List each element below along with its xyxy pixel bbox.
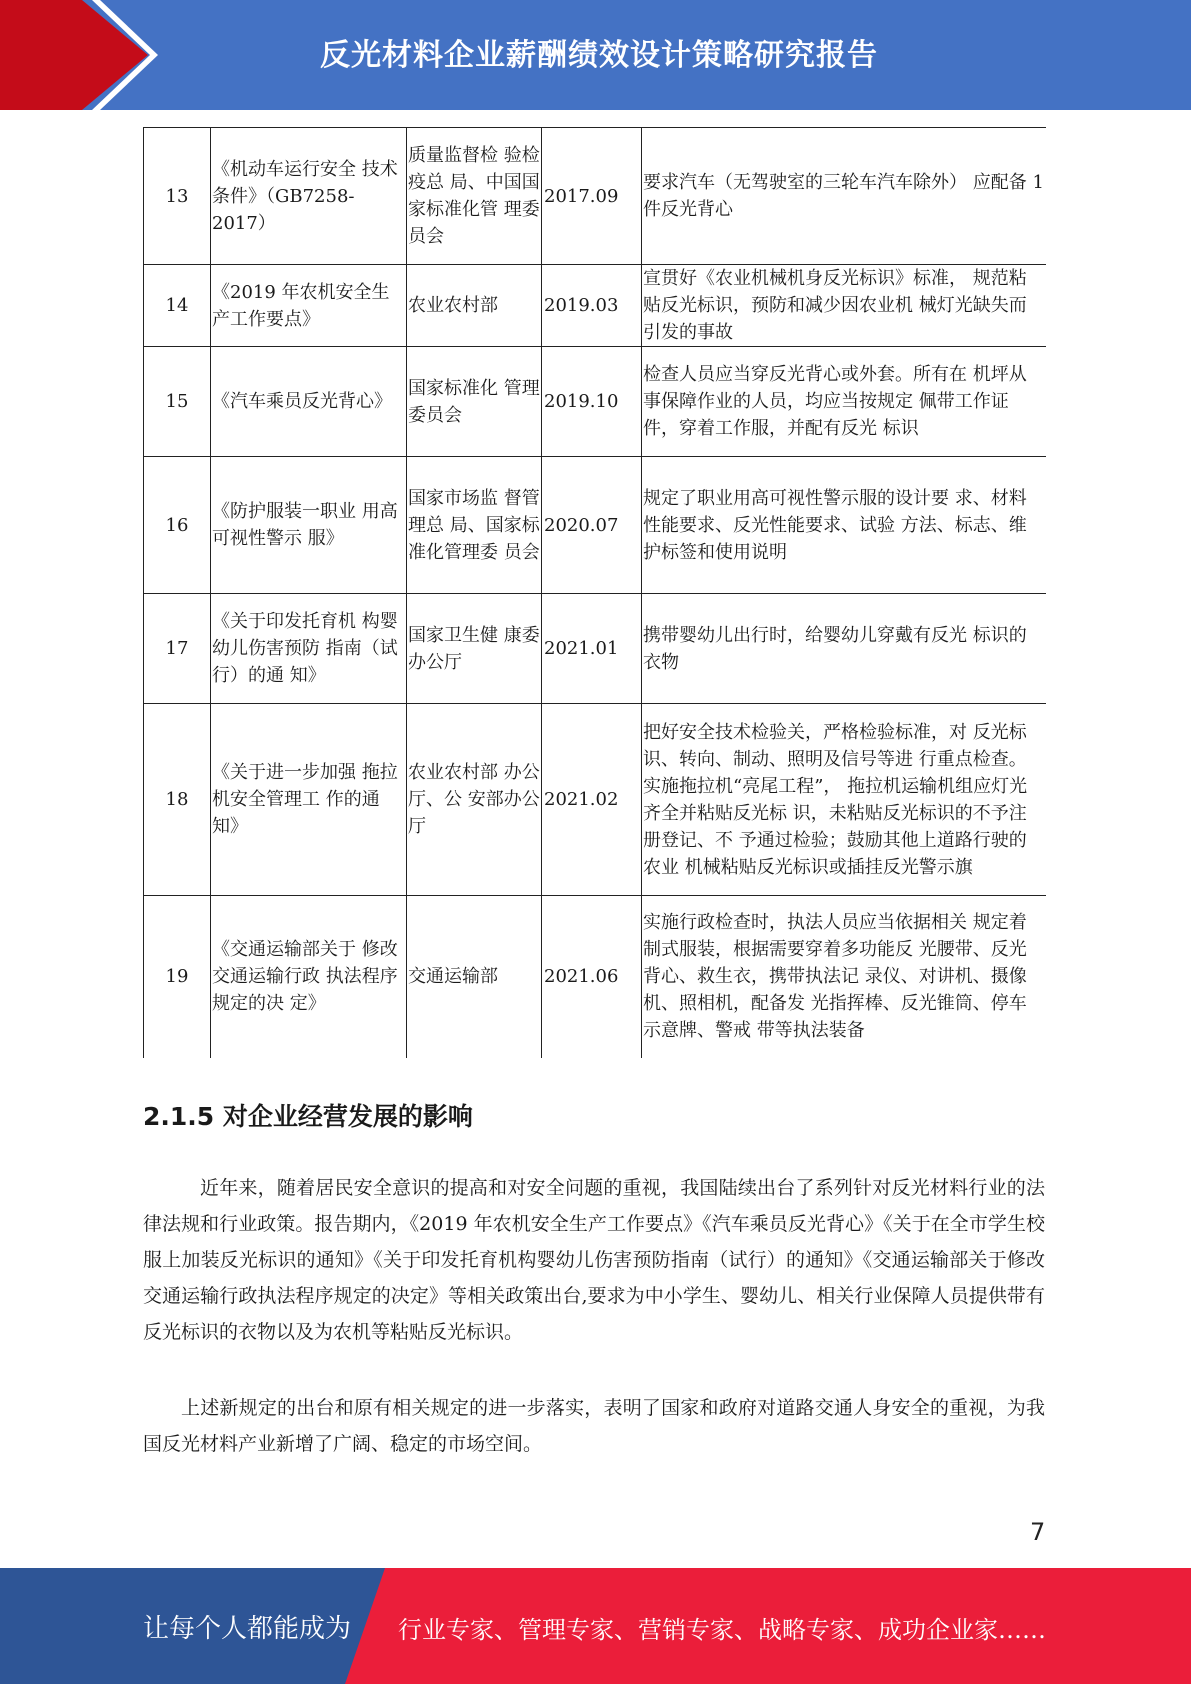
- requirement-cell: [642, 128, 1046, 265]
- requirement-cell: [642, 896, 1046, 1058]
- requirement-cell-text: 把好安全技术检验关，严格检验标准，对 反光标识、转向、制动、照明及信号等进 行重点检查。实施拖拉机“亮尾工程”， 拖拉机运输机组应灯光齐全并粘贴反光标 识，未粘贴反光标识的不予注册登记、不 予通过检验；鼓励其他上道路行驶的农业 机械粘贴反光标识或插挂反光警示旗: [643, 721, 1028, 878]
- policy-name-cell-text: 《机动车运行安全 技术条件》（GB7258-2017）: [212, 158, 398, 234]
- issuing-authority-cell-text: 国家卫生健 康委办公厅: [408, 624, 540, 673]
- table-row: [144, 128, 1046, 265]
- issuing-authority-cell: [407, 347, 542, 457]
- issue-date-cell-text: 2021.01: [544, 638, 619, 659]
- issuing-authority-cell-text: 农业农村部: [408, 295, 498, 316]
- requirement-cell: [642, 594, 1046, 704]
- policy-name-cell-text: 《关于印发托育机 构婴幼儿伤害预防 指南（试行）的通 知》: [212, 611, 398, 686]
- policy-name-cell: [211, 457, 407, 594]
- table-row: [144, 457, 1046, 594]
- row-number-cell-text: 13: [165, 185, 189, 207]
- policy-name-cell-text: 《防护服装一职业 用高可视性警示 服》: [212, 501, 398, 549]
- issue-date-cell: [542, 704, 642, 896]
- row-number-cell-text: 18: [165, 789, 189, 810]
- issue-date-cell: [542, 128, 642, 265]
- requirement-cell-text: 要求汽车（无驾驶室的三轮车汽车除外） 应配备 1 件反光背心: [643, 172, 1044, 220]
- issuing-authority-cell-text: 农业农村部 办公厅、公 安部办公厅: [408, 762, 540, 837]
- issuing-authority-cell-text: 国家标准化 管理委员会: [408, 377, 540, 426]
- issue-date-cell-text: 2019.10: [544, 391, 619, 412]
- requirement-cell: [642, 265, 1046, 347]
- table-row: [144, 265, 1046, 347]
- issue-date-cell: [542, 347, 642, 457]
- row-number-cell: [144, 594, 211, 704]
- policy-name-cell: [211, 896, 407, 1058]
- issue-date-cell-text: 2017.09: [544, 185, 619, 207]
- requirement-cell: [642, 704, 1046, 896]
- issuing-authority-cell-text: 国家市场监 督管理总 局、国家标 准化管理委 员会: [408, 487, 540, 563]
- row-number-cell: [144, 457, 211, 594]
- row-number-cell-text: 16: [165, 514, 189, 536]
- requirement-cell-text: 宣贯好《农业机械机身反光标识》标准， 规范粘贴反光标识，预防和减少因农业机 械灯光缺失而引发的事故: [643, 268, 1027, 343]
- issue-date-cell-text: 2020.07: [544, 514, 619, 536]
- row-number-cell-text: 19: [165, 966, 189, 988]
- policy-name-cell: [211, 594, 407, 704]
- page-footer: [0, 1568, 1191, 1684]
- issue-date-cell: [542, 594, 642, 704]
- table-row: [144, 896, 1046, 1058]
- issuing-authority-cell: [407, 265, 542, 347]
- issue-date-cell-text: 2021.02: [544, 789, 619, 810]
- header-red-arrow: [0, 0, 150, 110]
- page-number: 7: [1030, 1518, 1046, 1546]
- row-number-cell-text: 14: [165, 295, 189, 316]
- issuing-authority-cell-text: 质量监督检 验检疫总 局、中国国 家标准化管 理委员会: [408, 145, 540, 247]
- requirement-cell-text: 实施行政检查时，执法人员应当依据相关 规定着制式服装，根据需要穿着多功能反 光腰带、反光背心、救生衣，携带执法记 录仪、对讲机、摄像机、照相机，配备发 光指挥棒、反光锥筒、停车示意牌、警戒 带等执法装备: [643, 912, 1027, 1042]
- row-number-cell: [144, 265, 211, 347]
- policy-name-cell: [211, 347, 407, 457]
- footer-slogan-right: 行业专家、管理专家、营销专家、战略专家、成功企业家……: [398, 1616, 1046, 1644]
- table-row: [144, 704, 1046, 896]
- policy-name-cell-text: 《交通运输部关于 修改交通运输行政 执法程序规定的决 定》: [212, 939, 398, 1015]
- policy-name-cell: [211, 265, 407, 347]
- policy-name-cell-text: 《关于进一步加强 拖拉机安全管理工 作的通知》: [212, 762, 398, 837]
- issue-date-cell: [542, 896, 642, 1058]
- issue-date-cell: [542, 265, 642, 347]
- section-paragraph-2: 上述新规定的出台和原有相关规定的进一步落实，表明了国家和政府对道路交通人身安全的重视，为我国反光材料产业新增了广阔、稳定的市场空间。: [143, 1397, 1045, 1455]
- issuing-authority-cell: [407, 704, 542, 896]
- issuing-authority-cell-text: 交通运输部: [408, 966, 498, 988]
- issue-date-cell-text: 2021.06: [544, 966, 619, 988]
- row-number-cell-text: 15: [165, 391, 189, 412]
- policy-table: [143, 127, 1046, 1058]
- row-number-cell: [144, 704, 211, 896]
- requirement-cell-text: 携带婴幼儿出行时，给婴幼儿穿戴有反光 标识的衣物: [643, 624, 1027, 673]
- report-title: 反光材料企业薪酬绩效设计策略研究报告: [320, 38, 878, 73]
- requirement-cell: [642, 347, 1046, 457]
- table-row: [144, 347, 1046, 457]
- table-row: [144, 594, 1046, 704]
- issuing-authority-cell: [407, 896, 542, 1058]
- section-paragraph-1: 近年来，随着居民安全意识的提高和对安全问题的重视，我国陆续出台了系列针对反光材料行业的法律法规和行业政策。报告期内，《2019 年农机安全生产工作要点》《汽车乘员反光背心》《关于在全市学生校服上加装反光标识的通知》《关于印发托育机构婴幼儿伤害预防指南（试行）的通知》《交通运输部关于修改交通运输行政执法程序规定的决定》等相关政策出台,要求为中小学生、婴幼儿、相关行业保障人员提供带有反光标识的衣物以及为农机等粘贴反光标识。: [143, 1177, 1045, 1343]
- requirement-cell: [642, 457, 1046, 594]
- issuing-authority-cell: [407, 457, 542, 594]
- policy-name-cell: [211, 704, 407, 896]
- requirement-cell-text: 检查人员应当穿反光背心或外套。所有在 机坪从事保障作业的人员，均应当按规定 佩带工作证件，穿着工作服，并配有反光 标识: [643, 364, 1027, 439]
- footer-slogan-left: 让每个人都能成为: [143, 1614, 352, 1644]
- row-number-cell: [144, 347, 211, 457]
- issuing-authority-cell: [407, 594, 542, 704]
- requirement-cell-text: 规定了职业用高可视性警示服的设计要 求、材料性能要求、反光性能要求、试验 方法、标志、维护标签和使用说明: [643, 487, 1027, 563]
- row-number-cell: [144, 896, 211, 1058]
- issue-date-cell-text: 2019.03: [544, 295, 619, 316]
- issuing-authority-cell: [407, 128, 542, 265]
- row-number-cell: [144, 128, 211, 265]
- issue-date-cell: [542, 457, 642, 594]
- policy-name-cell-text: 《2019 年农机安全生产工作要点》: [212, 281, 390, 330]
- row-number-cell-text: 17: [165, 638, 189, 659]
- policy-name-cell: [211, 128, 407, 265]
- section-heading: 2.1.5 对企业经营发展的影响: [143, 1102, 473, 1131]
- policy-name-cell-text: 《汽车乘员反光背心》: [212, 391, 392, 412]
- page-header: [0, 0, 1191, 110]
